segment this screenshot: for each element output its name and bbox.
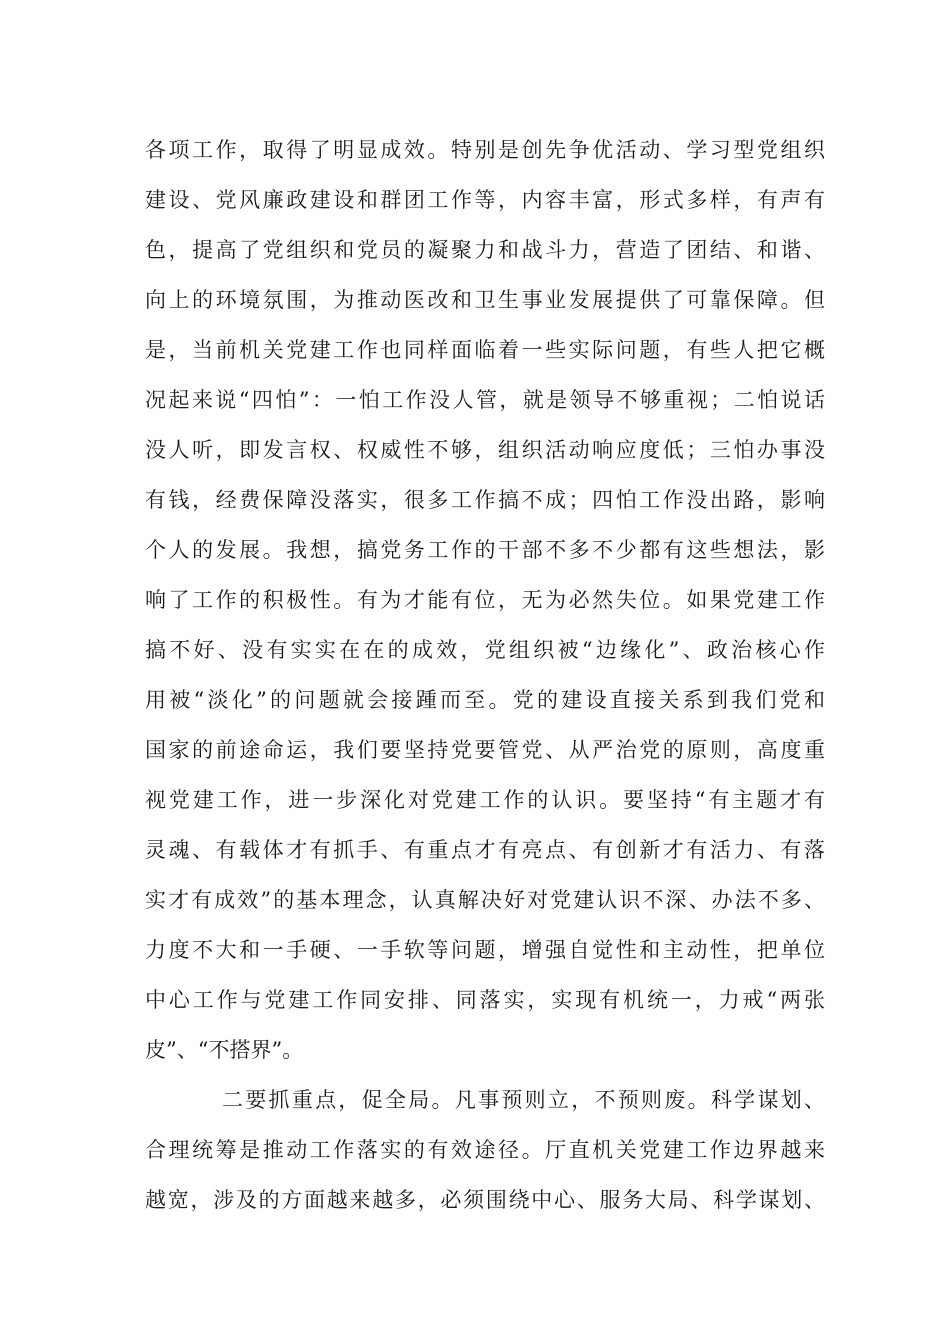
paragraph-line: 视党建工作，进一步深化对党建工作的认识。要坚持“有主题才有 [145, 788, 825, 812]
paragraph-line: 没人听，即发言权、权威性不够，组织活动响应度低；三怕办事没 [145, 438, 825, 462]
paragraph-line: 建设、党风廉政建设和群团工作等，内容丰富，形式多样，有声有 [145, 188, 825, 212]
paragraph-line: 越宽，涉及的方面越来越多，必须围绕中心、服务大局、科学谋划、 [145, 1188, 825, 1212]
paragraph-line: 各项工作，取得了明显成效。特别是创先争优活动、学习型党组织 [145, 138, 825, 162]
paragraph-line: 是，当前机关党建工作也同样面临着一些实际问题，有些人把它概 [145, 338, 825, 362]
paragraph-line: 有钱，经费保障没落实，很多工作搞不成；四怕工作没出路，影响 [145, 488, 825, 512]
paragraph-line: 搞不好、没有实实在在的成效，党组织被“边缘化”、政治核心作 [145, 638, 825, 662]
paragraph-line: 色，提高了党组织和党员的凝聚力和战斗力，营造了团结、和谐、 [145, 238, 825, 262]
paragraph-line: 国家的前途命运，我们要坚持党要管党、从严治党的原则，高度重 [145, 738, 825, 762]
paragraph-line: 皮”、“不搭界”。 [145, 1038, 304, 1062]
paragraph-line: 个人的发展。我想，搞党务工作的干部不多不少都有这些想法，影 [145, 538, 825, 562]
paragraph-line: 中心工作与党建工作同安排、同落实，实现有机统一，力戒“两张 [145, 988, 825, 1012]
paragraph-line: 用被“淡化”的问题就会接踵而至。党的建设直接关系到我们党和 [145, 688, 825, 712]
paragraph-line: 合理统筹是推动工作落实的有效途径。厅直机关党建工作边界越来 [145, 1138, 825, 1162]
paragraph-line: 向上的环境氛围，为推动医改和卫生事业发展提供了可靠保障。但 [145, 288, 825, 312]
paragraph-line: 灵魂、有载体才有抓手、有重点才有亮点、有创新才有活力、有落 [145, 838, 825, 862]
paragraph-line: 况起来说“四怕”：一怕工作没人管，就是领导不够重视；二怕说话 [145, 388, 825, 412]
paragraph-line: 二要抓重点，促全局。凡事预则立，不预则废。科学谋划、 [222, 1088, 825, 1112]
paragraph-line: 实才有成效”的基本理念，认真解决好对党建认识不深、办法不多、 [145, 888, 825, 912]
paragraph-line: 响了工作的积极性。有为才能有位，无为必然失位。如果党建工作 [145, 588, 825, 612]
paragraph-line: 力度不大和一手硬、一手软等问题，增强自觉性和主动性，把单位 [145, 938, 825, 962]
